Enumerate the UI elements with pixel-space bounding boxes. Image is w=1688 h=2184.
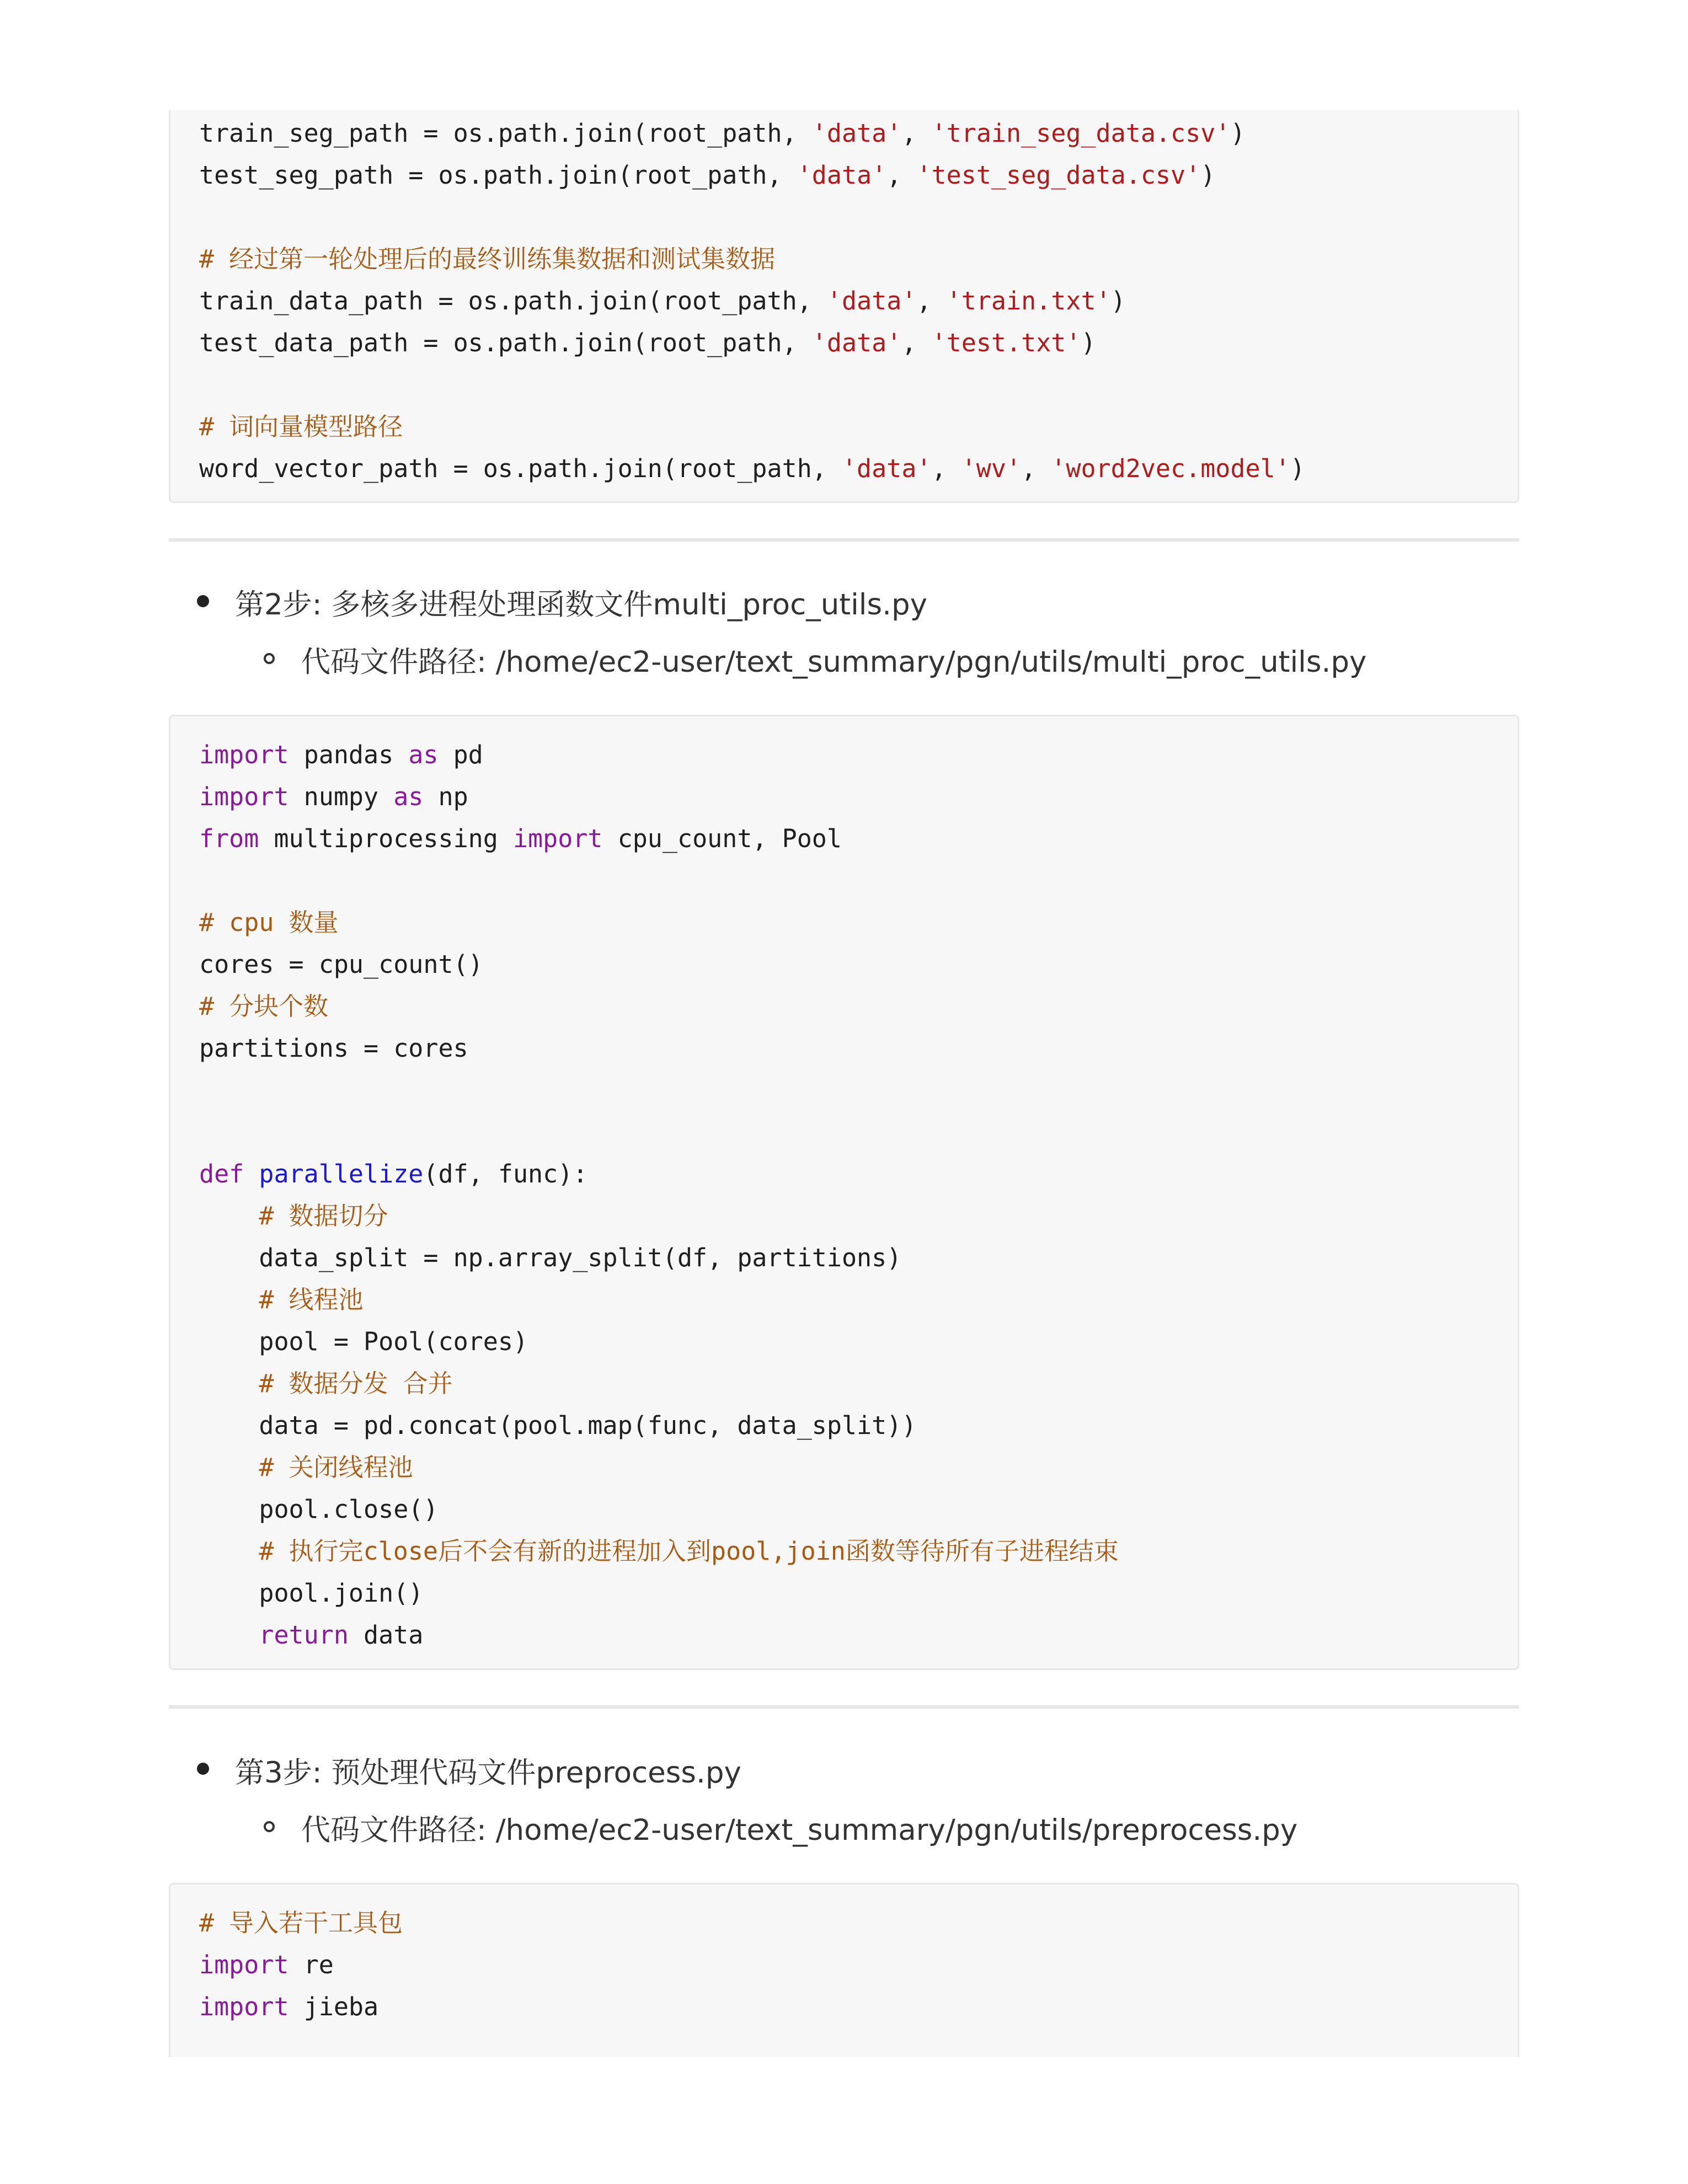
code-keyword: return xyxy=(259,1620,349,1650)
code-text xyxy=(199,1453,259,1482)
code-string: 'wv' xyxy=(961,454,1022,483)
code-text xyxy=(199,1285,259,1314)
code-line xyxy=(199,1153,1119,1195)
code-line xyxy=(199,1530,1119,1572)
code-line xyxy=(199,322,1305,364)
code-line xyxy=(199,1986,403,2028)
code-line xyxy=(199,902,1119,944)
code-text xyxy=(199,1620,259,1650)
code-line xyxy=(199,1902,403,1944)
code-line xyxy=(199,280,1305,322)
code-text: cpu_count, Pool xyxy=(602,824,842,853)
code-text: ) xyxy=(1200,160,1216,190)
code-comment: # 经过第一轮处理后的最终训练集数据和测试集数据 xyxy=(199,244,776,274)
code-line xyxy=(199,1321,1119,1363)
code-text: word_vector_path = os.path.join(root_path, xyxy=(199,454,842,483)
step-2-title: 第2步: 多核多进程处理函数文件multi_proc_utils.py xyxy=(235,588,927,622)
code-text xyxy=(199,1201,259,1230)
code-line xyxy=(199,1944,403,1986)
code-line xyxy=(199,154,1305,196)
code-keyword: import xyxy=(199,1992,289,2021)
code-line xyxy=(199,776,1119,818)
step-3-code-path: 代码文件路径: /home/ec2-user/text_summary/pgn/utils/preprocess.py xyxy=(301,1813,1298,1847)
code-string: 'data' xyxy=(797,160,887,190)
code-text: (df, func): xyxy=(423,1159,588,1189)
code-text: pandas xyxy=(289,740,409,769)
code-block-multi-proc-utils xyxy=(169,715,1519,1670)
code-string: 'test_seg_data.csv' xyxy=(916,160,1201,190)
code-comment: # 导入若干工具包 xyxy=(199,1908,403,1937)
code-text: re xyxy=(289,1950,334,1979)
code-comment: # 执行完close后不会有新的进程加入到pool,join函数等待所有子进程结束 xyxy=(259,1537,1119,1566)
code-string: 'data' xyxy=(841,454,932,483)
code-text: data_split = np.array_split(df, partitions) xyxy=(199,1243,902,1272)
code-text: cores = cpu_count() xyxy=(199,950,483,979)
code-line xyxy=(199,113,1305,154)
code-block-config-paths xyxy=(169,110,1519,503)
code-line xyxy=(199,1447,1119,1489)
code-line xyxy=(199,1614,1119,1656)
code-comment: # 分块个数 xyxy=(199,992,329,1021)
code-line xyxy=(199,1363,1119,1405)
code-line xyxy=(199,364,1305,406)
code-text: pool.close() xyxy=(199,1495,439,1524)
code-text: np xyxy=(423,782,468,811)
code-string: 'data' xyxy=(826,286,917,315)
code-listing xyxy=(199,1902,403,2028)
code-string: 'train.txt' xyxy=(946,286,1111,315)
code-line xyxy=(199,406,1305,448)
code-text: ) xyxy=(1110,286,1126,315)
code-keyword: from xyxy=(199,824,259,853)
code-line xyxy=(199,1027,1119,1069)
code-comment: # cpu 数量 xyxy=(199,908,339,937)
code-text: , xyxy=(886,160,917,190)
code-keyword: import xyxy=(199,740,289,769)
code-text: , xyxy=(901,328,932,357)
code-string: 'test.txt' xyxy=(931,328,1081,357)
code-listing xyxy=(199,113,1305,490)
code-line xyxy=(199,1405,1119,1447)
code-text: multiprocessing xyxy=(259,824,513,853)
code-comment: # 数据分发 合并 xyxy=(259,1369,453,1398)
code-text: ) xyxy=(1230,119,1246,148)
code-text xyxy=(199,1369,259,1398)
code-text: train_seg_path = os.path.join(root_path, xyxy=(199,119,812,148)
code-line xyxy=(199,860,1119,902)
code-text xyxy=(244,1159,259,1189)
code-line xyxy=(199,734,1119,776)
bullet-disc-icon xyxy=(197,1763,209,1775)
code-line xyxy=(199,1279,1119,1321)
bullet-circle-icon xyxy=(264,653,275,664)
code-text: pool = Pool(cores) xyxy=(199,1327,528,1356)
code-text: , xyxy=(931,454,961,483)
code-text: train_data_path = os.path.join(root_path, xyxy=(199,286,827,315)
code-comment: # 线程池 xyxy=(259,1285,364,1314)
code-line xyxy=(199,986,1119,1027)
code-line xyxy=(199,1489,1119,1530)
section-divider xyxy=(169,1705,1519,1709)
code-text: test_seg_path = os.path.join(root_path, xyxy=(199,160,797,190)
code-text: jieba xyxy=(289,1992,379,2021)
code-string: 'data' xyxy=(811,119,902,148)
code-line xyxy=(199,1572,1119,1614)
code-block-preprocess xyxy=(169,1883,1519,2057)
step-3-title: 第3步: 预处理代码文件preprocess.py xyxy=(235,1756,741,1790)
code-text: test_data_path = os.path.join(root_path, xyxy=(199,328,812,357)
code-string: 'word2vec.model' xyxy=(1051,454,1290,483)
code-line xyxy=(199,1237,1119,1279)
code-keyword: def xyxy=(199,1159,244,1189)
code-text: numpy xyxy=(289,782,394,811)
code-text: ) xyxy=(1081,328,1096,357)
code-text: data = pd.concat(pool.map(func, data_split)) xyxy=(199,1411,917,1440)
code-keyword: as xyxy=(408,740,439,769)
code-keyword: import xyxy=(199,1950,289,1979)
code-text: pool.join() xyxy=(199,1578,424,1608)
code-text: ) xyxy=(1290,454,1305,483)
code-text: , xyxy=(901,119,932,148)
code-listing xyxy=(199,734,1119,1656)
code-text: pd xyxy=(438,740,483,769)
code-text: , xyxy=(916,286,947,315)
code-line xyxy=(199,1195,1119,1237)
section-divider xyxy=(169,538,1519,542)
code-line xyxy=(199,196,1305,238)
code-comment: # 数据切分 xyxy=(259,1201,388,1230)
bullet-disc-icon xyxy=(197,595,209,607)
code-keyword: import xyxy=(512,824,603,853)
code-line xyxy=(199,818,1119,860)
code-text xyxy=(199,1537,259,1566)
code-keyword: import xyxy=(199,782,289,811)
code-line xyxy=(199,238,1305,280)
code-comment: # 关闭线程池 xyxy=(259,1453,413,1482)
code-function-name: parallelize xyxy=(259,1159,424,1189)
code-text: partitions = cores xyxy=(199,1034,468,1063)
step-2-code-path: 代码文件路径: /home/ec2-user/text_summary/pgn/utils/multi_proc_utils.py xyxy=(301,645,1367,679)
code-text: data xyxy=(348,1620,424,1650)
code-line xyxy=(199,1111,1119,1153)
code-line xyxy=(199,944,1119,986)
code-string: 'data' xyxy=(811,328,902,357)
code-keyword: as xyxy=(393,782,424,811)
code-string: 'train_seg_data.csv' xyxy=(931,119,1231,148)
code-line xyxy=(199,1069,1119,1111)
bullet-circle-icon xyxy=(264,1821,275,1832)
code-comment: # 词向量模型路径 xyxy=(199,412,403,441)
code-line xyxy=(199,448,1305,490)
code-text: , xyxy=(1021,454,1051,483)
